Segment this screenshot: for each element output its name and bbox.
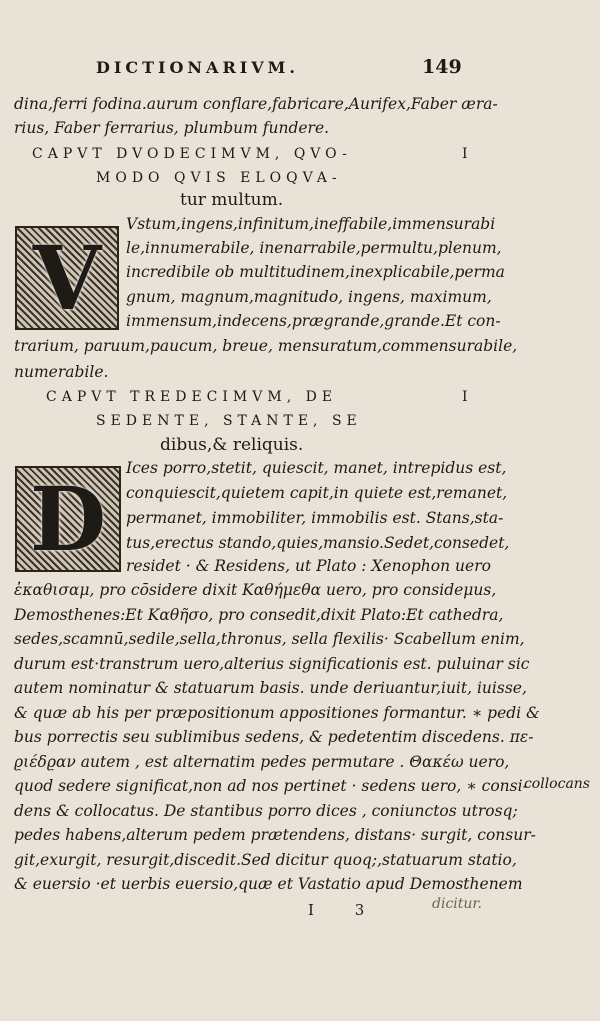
chapter-heading: CAPVT DVODECIMVM, QVO- [32,146,352,162]
signature-mark: I 3 [308,901,383,919]
text-line: ἐκαθισαμ, pro cōsidere dixit Καθήμεθα uero, pro consideμus, [14,581,497,599]
text-line: le,innumerabile, inenarrabile,permultu,plenum, [126,239,502,257]
text-line: ϱιέδϱαν autem , est alternatim pedes permutare . Θακέω uero, [14,753,510,771]
text-line: Demosthenes:Et Καθῆσο, pro consedit,dixit Plato:Et cathedra, [14,606,504,624]
text-line: immensum,indecens,prægrande,grande.Et con- [126,312,501,330]
text-line: permanet, immobiliter, immobilis est. Stans,sta- [126,509,504,527]
margin-note: collocans [523,776,590,792]
text-line: & euersio ·et uerbis euersio,quæ et Vastatio apud Demosthenem [14,875,523,893]
page-number: 149 [422,56,462,78]
text-line: durum est·transtrum uero,alterius significationis est. puluinar sic [14,655,530,673]
text-line: incredibile ob multitudinem,inexplicabile,perma [126,263,505,281]
text-line: trarium, paruum,paucum, breue, mensuratum,commensurabile, [14,337,518,355]
text-line: bus porrectis seu sublimibus sedens, & pedetentim discedens. πε- [14,728,534,746]
text-line: gnum, magnum,magnitudo, ingens, maximum, [126,288,492,306]
text-line: conquiescit,quietem capit,in quiete est,remanet, [126,484,508,502]
text-line: pedes habens,alterum pedem prætendens, distans· surgit, consur- [14,826,536,844]
decorated-initial: D [15,466,121,572]
text-line: sedes,scamnū,sedile,sella,thronus, sella flexilis· Scabellum enim, [14,630,525,648]
running-title: DICTIONARIVM. [96,58,299,77]
catchword: dicitur. [432,896,483,912]
text-line: git,exurgit, resurgit,discedit.Sed dicitur quoq;,statuarum statio, [14,851,517,869]
chapter-heading: MODO QVIS ELOQVA- [96,170,342,186]
chapter-heading: SEDENTE, STANTE, SE [96,413,362,429]
text-line: & quæ ab his per præpositionum appositiones formantur. ∗ pedi & [14,704,540,722]
text-line: tus,erectus stando,quies,mansio.Sedet,consedet, [126,534,510,552]
text-line: dens & collocatus. De stantibus porro dices , coniunctos utrosq; [14,802,518,820]
text-line: numerabile. [14,363,109,381]
decorated-initial: V [15,226,119,330]
text-line: quod sedere significat,non ad nos pertinet · sedens uero, ∗ consi- [14,777,528,795]
text-line: autem nominatur & statuarum basis. unde deriuantur,iuit, iuisse, [14,679,527,697]
text-line: dina,ferri fodina.aurum conflare,fabricare,Aurifex,Faber æra- [14,95,498,113]
chapter-mark: I [462,389,473,405]
text-line: Ices porro,stetit, quiescit, manet, intrepidus est, [126,459,507,477]
text-line: residet · & Residens, ut Plato : Xenophon uero [126,557,491,575]
chapter-subheading: tur multum. [180,190,284,210]
chapter-heading: CAPVT TREDECIMVM, DE [46,389,338,405]
text-line: rius, Faber ferrarius, plumbum fundere. [14,119,330,137]
chapter-mark: I [462,146,473,162]
chapter-subheading: dibus,& reliquis. [160,435,304,455]
text-line: Vstum,ingens,infinitum,ineffabile,immensurabi [126,215,496,233]
